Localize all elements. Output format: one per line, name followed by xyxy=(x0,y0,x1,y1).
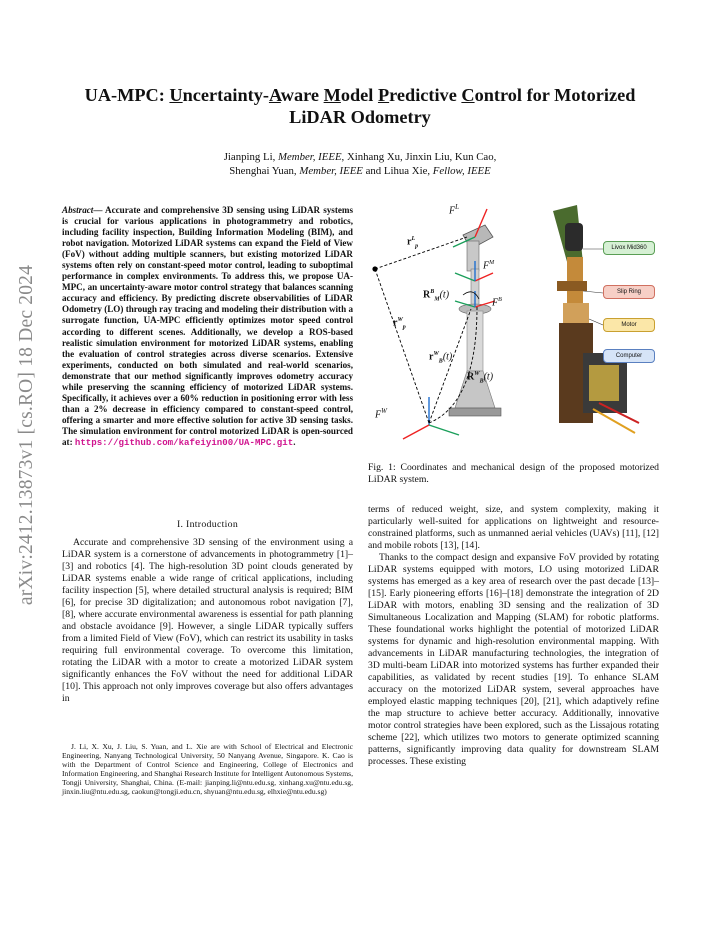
title-part: C xyxy=(461,85,475,105)
label-RBM: $R^B_M(t)$ xyxy=(423,289,450,303)
label-FW: $F^W$ xyxy=(375,407,387,421)
title-part: odel xyxy=(340,85,378,105)
github-link[interactable]: https://github.com/kafeiyin00/UA-MPC.git xyxy=(74,436,294,448)
label-rBW: $r^W_B(t)$ xyxy=(429,351,453,365)
tag-livox: Livox Mid360 xyxy=(603,241,655,255)
title-part: A xyxy=(268,85,281,105)
figure-1 xyxy=(367,203,660,455)
lidar-mount-drawing xyxy=(449,225,501,416)
section-heading: I. Introduction xyxy=(176,519,239,530)
author-list: Jianping Li, Member, IEEE, Xinhang Xu, Jinxin Liu, Kun Cao, Shenghai Yuan, Member, IEEE and Lihua Xie, Fellow, IEEE xyxy=(223,151,497,177)
title-part: UA-MPC: xyxy=(84,85,170,105)
label-rpL: $r^L_p$ xyxy=(407,236,419,250)
abstract: Abstract— Accurate and comprehensive 3D sensing using LiDAR systems is crucial for various applications in photogrammetry and robotics, including facility inspection, Building Information Modeling (BIM), and robot navigation. Motorized LiDAR systems can expand the Field of View (FoV) without adding multiple scanners, but existing motorized LiDAR systems often rely on constant-speed motor control, leading to suboptimal performance in complex environments. To address this, we propose UA-MPC, an uncertainty-aware motor control strategy that balances scanning accuracy and efficiency. By predicting discrete observabilities of LiDAR Odometry (LO) through ray tracing and modeling their distribution with a surrogate function, UA-MPC efficiently optimizes motor speed control according to different scenes. Additionally, we develop a ROS-based realistic simulation environment for motorized LiDAR systems, enabling the evaluation of control strategies across diverse scenarios. Extensive experiments, conducted on both simulated and real-world scenarios, demonstrate that our method significantly improves odometry accuracy while preserving the scanning efficiency of motorized LiDAR systems. Specifically, it achieves over a 60% reduction in positioning error with less than a 2% decrease in efficiency compared to constant-speed control, offering a smarter and more effective solution for active 3D sensing tasks. The simulation environment for control motorized LiDAR is open-sourced at: https://github.com/kafeiyin00/UA-MPC.git. xyxy=(62,205,353,448)
figure-caption: Fig. 1: Coordinates and mechanical design of the proposed motorized LiDAR system. xyxy=(368,462,659,485)
introduction-text: Accurate and comprehensive 3D sensing of the environment using a LiDAR system is a cornerstone of advancements in photogrammetry [1]–[3] and robotics [4]. The high-resolution 3D point clouds generated by LiDAR systems enable a wide range of critical applications, including facility inspection [5], where detailed structural analysis is required; BIM [6], for precise 3D digitalization; and autonomous robot navigation [7], [8], where accurate environmental awareness is essential for path planning and obstacle avoidance [9]. However, a single LiDAR typically suffers from a limited Field of View (FoV), which can restrict its usability in tasks requiring full environmental coverage. To overcome this limitation, rotating the LiDAR with a motor to create a motorized LiDAR system significantly enhances the FoV without the need for additional LiDAR [10]. This approach not only improves coverage but also offers advantages in xyxy=(62,537,353,704)
right-column-text: terms of reduced weight, size, and system complexity, making it particularly well-suited for applications on lightweight and resource-constrained platforms, such as unmanned aerial vehicles (UAVs) [11], [12] and mobile robots [13], [14]. Thanks to the compact design and expansive FoV provided by rotating LiDAR systems equipped with motors, LO using motorized LiDAR systems has emerged as a key area of research over the past decade [13]–[15]. Early pioneering efforts [16]–[18] demonstrate the integration of 2D LiDAR with motors, enabling 3D sensing and the realization of 3D Simultaneous Localization and Mapping (SLAM) for robotic platforms. These foundational works highlight the potential of motorized LiDAR systems for dynamic and high-resolution environmental mapping. With advancements in LiDAR manufacturing technologies, the integration of 3D multi-beam LiDAR into motorized systems has further expanded their capabilities, as validated by recent studies [19]. To enhance SLAM accuracy on the motorized LiDAR system, several approaches have employed elastic mapping techniques [20], [21], which adaptively refine the map structure to achieve better accuracy. Additionally, innovative motor control strategies have been explored, such as the Lissajous rotating scheme [22], which utilizes two motors to generate optimized scanning patterns, significantly improving data quality for downstream SLAM processes. These existing xyxy=(368,504,659,767)
label-rpW: $r^W_p$ xyxy=(393,317,406,331)
paper-title xyxy=(60,84,660,128)
tag-motor: Motor xyxy=(603,318,655,332)
abstract-label: Abstract xyxy=(62,205,94,215)
tag-slip-ring: Slip Ring xyxy=(603,285,655,299)
label-FB: $F^B$ xyxy=(492,297,502,309)
label-RBW: $R^W_B(t)$ xyxy=(467,371,494,385)
title-part: M xyxy=(323,85,341,105)
label-FL: $F^L$ xyxy=(449,203,460,217)
affiliation-footnote: J. Li, X. Xu, J. Liu, S. Yuan, and L. Xie are with School of Electrical and Electronic Engineering, Nanyang Technological University, 50 Nanyang Avenue, Singapore. K. Cao is with the Department of Control Science and Engineering, College of Electronics and Information Engineering, and Shanghai Research Institute for Intelligent Autonomous Systems, Tongji University, Shanghai, China. (E-mail: jianping.li@ntu.edu.sg, xinhang.xu@ntu.edu.sg, jinxin.liu@ntu.edu.sg, caokun@tongji.edu.cn, shyuan@ntu.edu.sg, elhxie@ntu.edu.sg) xyxy=(62,742,353,796)
title-part: ware xyxy=(280,85,324,105)
title-part: P xyxy=(377,85,390,105)
title-part: ncertainty- xyxy=(182,85,269,105)
tag-computer: Computer xyxy=(603,349,655,363)
arxiv-identifier: arXiv:2412.13873v1 [cs.RO] 18 Dec 2024 xyxy=(16,264,37,606)
title-part: ontrol for Motorized LiDAR Odometry xyxy=(289,85,636,127)
title-part: redictive xyxy=(389,85,462,105)
label-FM: $F^M$ xyxy=(483,260,495,272)
title-part: U xyxy=(169,85,183,105)
